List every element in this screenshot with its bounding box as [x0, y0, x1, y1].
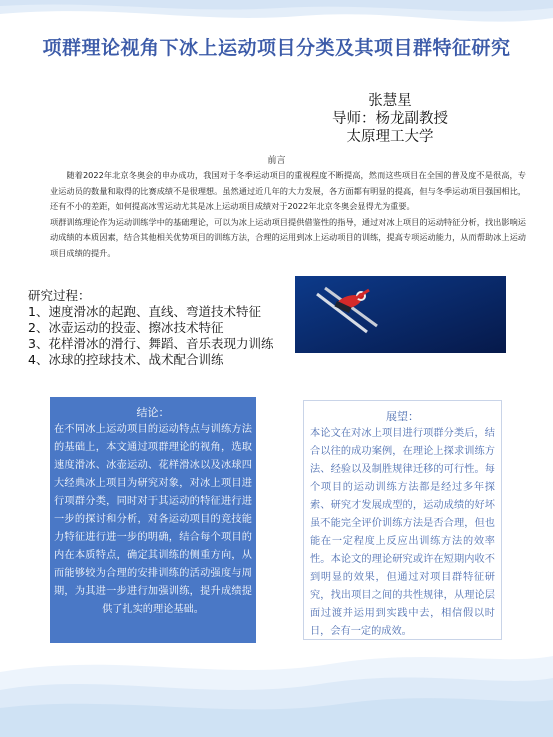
conclusion-box — [50, 397, 256, 643]
preface-heading: 前言 — [267, 156, 286, 166]
process-item: 4、冰球的控球技术、战术配合训练 — [28, 352, 224, 367]
conclusion-text: 在不同冰上运动项目的运动特点与训练方法的基础上，本文通过项群理论的视角，选取速度滑冰、冰壶运动、花样滑冰以及冰球四大经典冰上项目为研究对象，对冰上项目进行项群分类，同时对于其运动的特征进行进一步的探讨和分析，对各运动项目的竞技能力特征进行进一步的明确，结合每个项目的内在本质特点，确定其训练的侧重方向，从而能够较为合理的安排训练的活动强度与周期，为其进一步进行加强训练，提升成绩提供了扎实的理论基础。 — [54, 424, 252, 615]
preface-paragraph-2: 项群训练理论作为运动训练学中的基础理论，可以为冰上运动项目提供借鉴性的指导，通过对冰上项目的运动特征分析，找出影响运动成绩的本质因素，结合其他相关优势项目的训练方法，合理的运用到冰上运动项目的训练，提高专项运动能力，从而帮助冰上运动项目成绩的提升。 — [50, 216, 526, 258]
advisor-name: 导师：杨龙副教授 — [332, 111, 448, 127]
process-item: 3、花样滑冰的滑行、舞蹈、音乐表现力训练 — [28, 336, 274, 351]
outlook-heading: 展望： — [386, 410, 419, 423]
outlook-box — [303, 400, 502, 640]
preface-text — [50, 168, 526, 261]
ski-jumper-photo — [295, 276, 506, 353]
process-item: 2、冰壶运动的投壶、擦冰技术特征 — [28, 320, 224, 335]
author-block — [300, 92, 480, 146]
school-name: 太原理工大学 — [346, 129, 434, 145]
research-process — [28, 288, 308, 368]
preface-paragraph-1: 随着2022年北京冬奥会的申办成功，我国对于冬季运动项目的重视程度不断提高，然而这些项目在全国的普及度不是很高，专业运动员的数量和取得的比赛成绩不是很理想。虽然通过近几年的大力发展，各方面都有明显的提高，但与冬季运动项目强国相比，还有不小的差距，如何提高冰雪运动尤其是冰上运动项目成绩对于2022年北京冬奥会显得尤为重要。 — [50, 170, 526, 211]
author-name: 张慧星 — [368, 93, 412, 109]
outlook-text: 本论文在对冰上项目进行项群分类后，结合以往的成功案例，在理论上探求训练方法、经验以及制胜规律迁移的可行性。每个项目的运动训练方法都是经过多年探索、研究才发展成型的，运动成绩的好坏虽不能完全评价训练方法是否合理，但也能在一定程度上反应出训练方法的效率性。本论文的理论研究或许在短期内收不到明显的效果，但通过对项目群特征研究，找出项目之间的共性规律，从理论层面过渡并运用到实践中去，相信假以时日，会有一定的成效。 — [310, 428, 495, 637]
conclusion-heading: 结论： — [136, 406, 170, 419]
footer-wave-decoration — [0, 642, 553, 737]
process-item: 1、速度滑冰的起跑、直线、弯道技术特征 — [28, 304, 261, 319]
poster-title: 项群理论视角下冰上运动项目分类及其项目群特征研究 — [42, 37, 511, 59]
process-heading: 研究过程： — [28, 288, 91, 303]
